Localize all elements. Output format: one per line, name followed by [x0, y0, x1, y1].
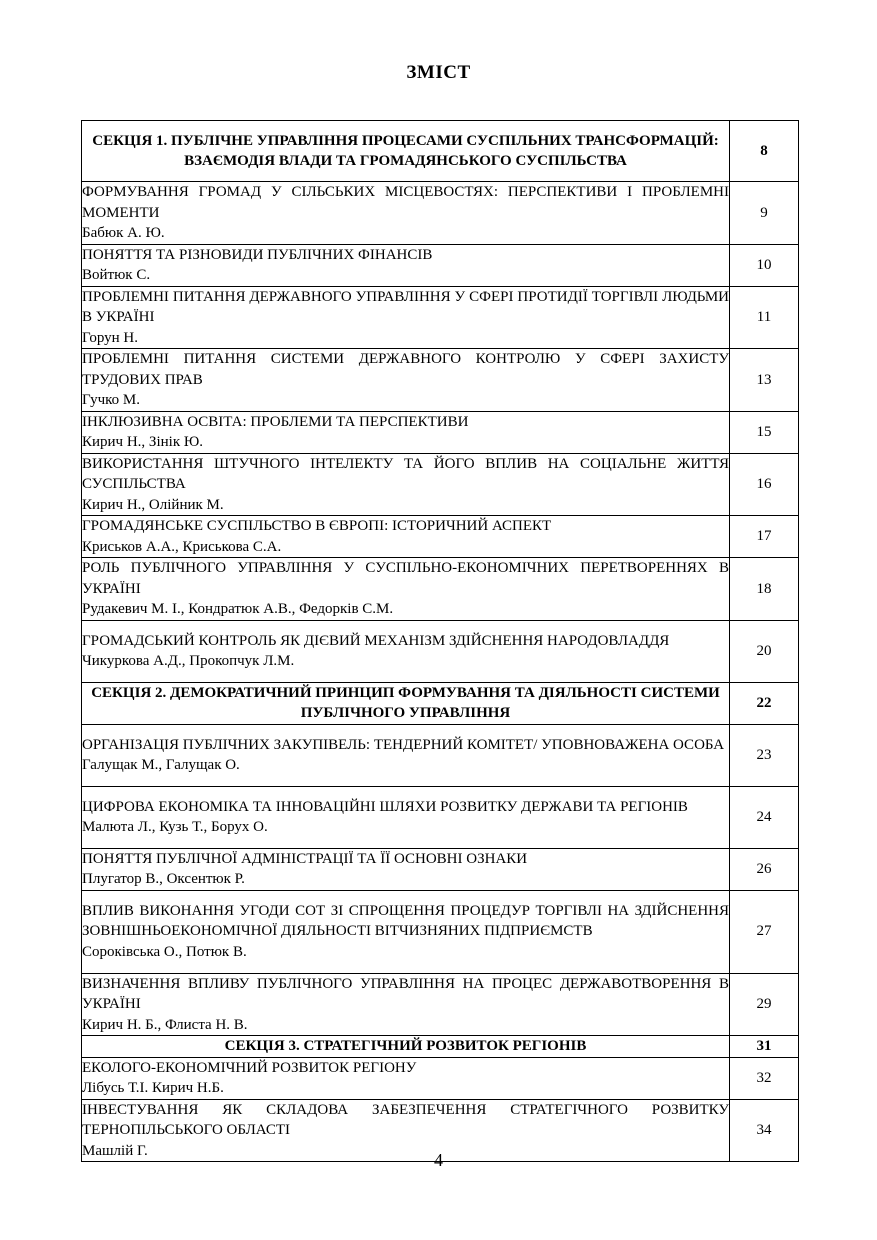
page-ref: 27	[730, 890, 799, 973]
entry-cell	[82, 516, 730, 558]
entry-authors: Кирич Н., Зінік Ю.	[82, 434, 204, 450]
entry-cell	[82, 182, 730, 245]
section-row	[82, 1036, 799, 1058]
page-ref: 16	[730, 453, 799, 516]
page-ref: 32	[730, 1057, 799, 1099]
entry-authors: Машлій Г.	[82, 1142, 148, 1159]
entry-cell	[82, 973, 730, 1036]
page-ref: 17	[730, 516, 799, 558]
entry-authors: Чикуркова А.Д., Прокопчук Л.М.	[82, 653, 295, 669]
entry-title: ГРОМАДЯНСЬКЕ СУСПІЛЬСТВО В ЄВРОПІ: ІСТОРИЧНИЙ АСПЕКТ	[82, 518, 552, 534]
page-ref: 10	[730, 244, 799, 286]
section-row	[82, 121, 799, 182]
page-ref: 13	[730, 349, 799, 412]
entry-authors: Рудакевич М. І., Кондратюк А.В., Федорків С.М.	[82, 601, 394, 617]
toc-row	[82, 453, 799, 516]
section-title: СЕКЦІЯ 1. ПУБЛІЧНЕ УПРАВЛІННЯ ПРОЦЕСАМИ СУСПІЛЬНИХ ТРАНСФОРМАЦІЙ: ВЗАЄМОДІЯ ВЛАДИ ТА ГРОМАДЯНСЬКОГО СУСПІЛЬСТВА	[82, 121, 730, 182]
entry-cell	[82, 1057, 730, 1099]
toc-row	[82, 786, 799, 848]
entry-authors: Малюта Л., Кузь Т., Борух О.	[82, 819, 268, 835]
entry-title: ІНКЛЮЗИВНА ОСВІТА: ПРОБЛЕМИ ТА ПЕРСПЕКТИВИ	[82, 413, 469, 430]
entry-title: ПРОБЛЕМНІ ПИТАННЯ СИСТЕМИ ДЕРЖАВНОГО КОНТРОЛЮ У СФЕРІ ЗАХИСТУ ТРУДОВИХ ПРАВ	[82, 351, 729, 388]
entry-title: РОЛЬ ПУБЛІЧНОГО УПРАВЛІННЯ У СУСПІЛЬНО-ЕКОНОМІЧНИХ ПЕРЕТВОРЕННЯХ В УКРАЇНІ	[82, 560, 729, 597]
entry-authors: Гучко М.	[82, 392, 141, 408]
entry-authors: Криськов А.А., Криськова С.А.	[82, 538, 282, 555]
entry-cell	[82, 453, 730, 516]
toc-row	[82, 1057, 799, 1099]
page-ref: 20	[730, 620, 799, 682]
entry-cell	[82, 244, 730, 286]
entry-cell	[82, 724, 730, 786]
entry-title: ФОРМУВАННЯ ГРОМАД У СІЛЬСЬКИХ МІСЦЕВОСТЯХ: ПЕРСПЕКТИВИ І ПРОБЛЕМНІ МОМЕНТИ	[82, 184, 729, 221]
entry-authors: Войтюк С.	[82, 267, 151, 283]
toc-row	[82, 349, 799, 412]
entry-title: ЕКОЛОГО-ЕКОНОМІЧНИЙ РОЗВИТОК РЕГІОНУ	[82, 1059, 417, 1076]
page-ref: 24	[730, 786, 799, 848]
entry-title: ОРГАНІЗАЦІЯ ПУБЛІЧНИХ ЗАКУПІВЕЛЬ: ТЕНДЕРНИЙ КОМІТЕТ/ УПОВНОВАЖЕНА ОСОБА	[82, 736, 725, 753]
section-title: СЕКЦІЯ 3. СТРАТЕГІЧНИЙ РОЗВИТОК РЕГІОНІВ	[82, 1036, 730, 1058]
toc-row	[82, 411, 799, 453]
toc-row	[82, 516, 799, 558]
page-number: 4	[434, 1150, 443, 1170]
page-ref: 9	[730, 182, 799, 245]
page-ref: 8	[730, 121, 799, 182]
entry-authors: Горун Н.	[82, 329, 139, 346]
page-ref: 23	[730, 724, 799, 786]
page-ref: 22	[730, 682, 799, 724]
toc-row	[82, 182, 799, 245]
entry-cell	[82, 848, 730, 890]
entry-cell	[82, 411, 730, 453]
entry-title: ІНВЕСТУВАННЯ ЯК СКЛАДОВА ЗАБЕЗПЕЧЕННЯ СТРАТЕГІЧНОГО РОЗВИТКУ ТЕРНОПІЛЬСЬКОГО ОБЛАСТІ	[82, 1101, 729, 1138]
entry-cell	[82, 286, 730, 349]
entry-cell	[82, 558, 730, 621]
toc-row	[82, 286, 799, 349]
entry-cell	[82, 890, 730, 973]
page-ref: 26	[730, 848, 799, 890]
entry-title: ПОНЯТТЯ ПУБЛІЧНОЇ АДМІНІСТРАЦІЇ ТА ЇЇ ОСНОВНІ ОЗНАКИ	[82, 850, 528, 867]
entry-title: ГРОМАДСЬКИЙ КОНТРОЛЬ ЯК ДІЄВИЙ МЕХАНІЗМ ЗДІЙСНЕННЯ НАРОДОВЛАДДЯ	[82, 632, 670, 649]
entry-authors: Кирич Н., Олійник М.	[82, 496, 224, 513]
table-of-contents	[81, 120, 799, 1162]
section-row	[82, 682, 799, 724]
entry-cell	[82, 620, 730, 682]
entry-authors: Лібусь Т.І. Кирич Н.Б.	[82, 1080, 224, 1096]
toc-row	[82, 620, 799, 682]
entry-authors: Плугатор В., Оксентюк Р.	[82, 871, 245, 887]
entry-cell	[82, 349, 730, 412]
entry-authors: Галущак М., Галущак О.	[82, 757, 240, 773]
entry-title: ЦИФРОВА ЕКОНОМІКА ТА ІННОВАЦІЙНІ ШЛЯХИ РОЗВИТКУ ДЕРЖАВИ ТА РЕГІОНІВ	[82, 798, 688, 815]
toc-row	[82, 848, 799, 890]
toc-row	[82, 244, 799, 286]
page-ref: 18	[730, 558, 799, 621]
page-ref: 34	[730, 1099, 799, 1162]
toc-row	[82, 973, 799, 1036]
entry-authors: Бабюк А. Ю.	[82, 225, 165, 241]
page-ref: 15	[730, 411, 799, 453]
entry-title: ВИКОРИСТАННЯ ШТУЧНОГО ІНТЕЛЕКТУ ТА ЙОГО ВПЛИВ НА СОЦІАЛЬНЕ ЖИТТЯ СУСПІЛЬСТВА	[82, 455, 729, 492]
section-title: СЕКЦІЯ 2. ДЕМОКРАТИЧНИЙ ПРИНЦИП ФОРМУВАННЯ ТА ДІЯЛЬНОСТІ СИСТЕМИ ПУБЛІЧНОГО УПРАВЛІННЯ	[82, 682, 730, 724]
entry-authors: Сороківська О., Потюк В.	[82, 943, 247, 960]
toc-row	[82, 890, 799, 973]
entry-cell	[82, 786, 730, 848]
page-ref: 31	[730, 1036, 799, 1058]
toc-row	[82, 558, 799, 621]
page-ref: 11	[730, 286, 799, 349]
entry-title: ВПЛИВ ВИКОНАННЯ УГОДИ СОТ ЗІ СПРОЩЕННЯ ПРОЦЕДУР ТОРГІВЛІ НА ЗДІЙСНЕННЯ ЗОВНІШНЬОЕКОНОМІЧНОЇ ДІЯЛЬНОСТІ ВІТЧИЗНЯНИХ ПІДПРИЄМСТВ	[82, 902, 729, 940]
page-ref: 29	[730, 973, 799, 1036]
entry-title: ПРОБЛЕМНІ ПИТАННЯ ДЕРЖАВНОГО УПРАВЛІННЯ У СФЕРІ ПРОТИДІЇ ТОРГІВЛІ ЛЮДЬМИ В УКРАЇНІ	[82, 288, 729, 325]
toc-row	[82, 724, 799, 786]
entry-title: ВИЗНАЧЕННЯ ВПЛИВУ ПУБЛІЧНОГО УПРАВЛІННЯ НА ПРОЦЕС ДЕРЖАВОТВОРЕННЯ В УКРАЇНІ	[82, 975, 729, 1012]
page-title: ЗМІСТ	[406, 62, 471, 83]
entry-authors: Кирич Н. Б., Флиста Н. В.	[82, 1016, 248, 1033]
entry-title: ПОНЯТТЯ ТА РІЗНОВИДИ ПУБЛІЧНИХ ФІНАНСІВ	[82, 246, 433, 263]
